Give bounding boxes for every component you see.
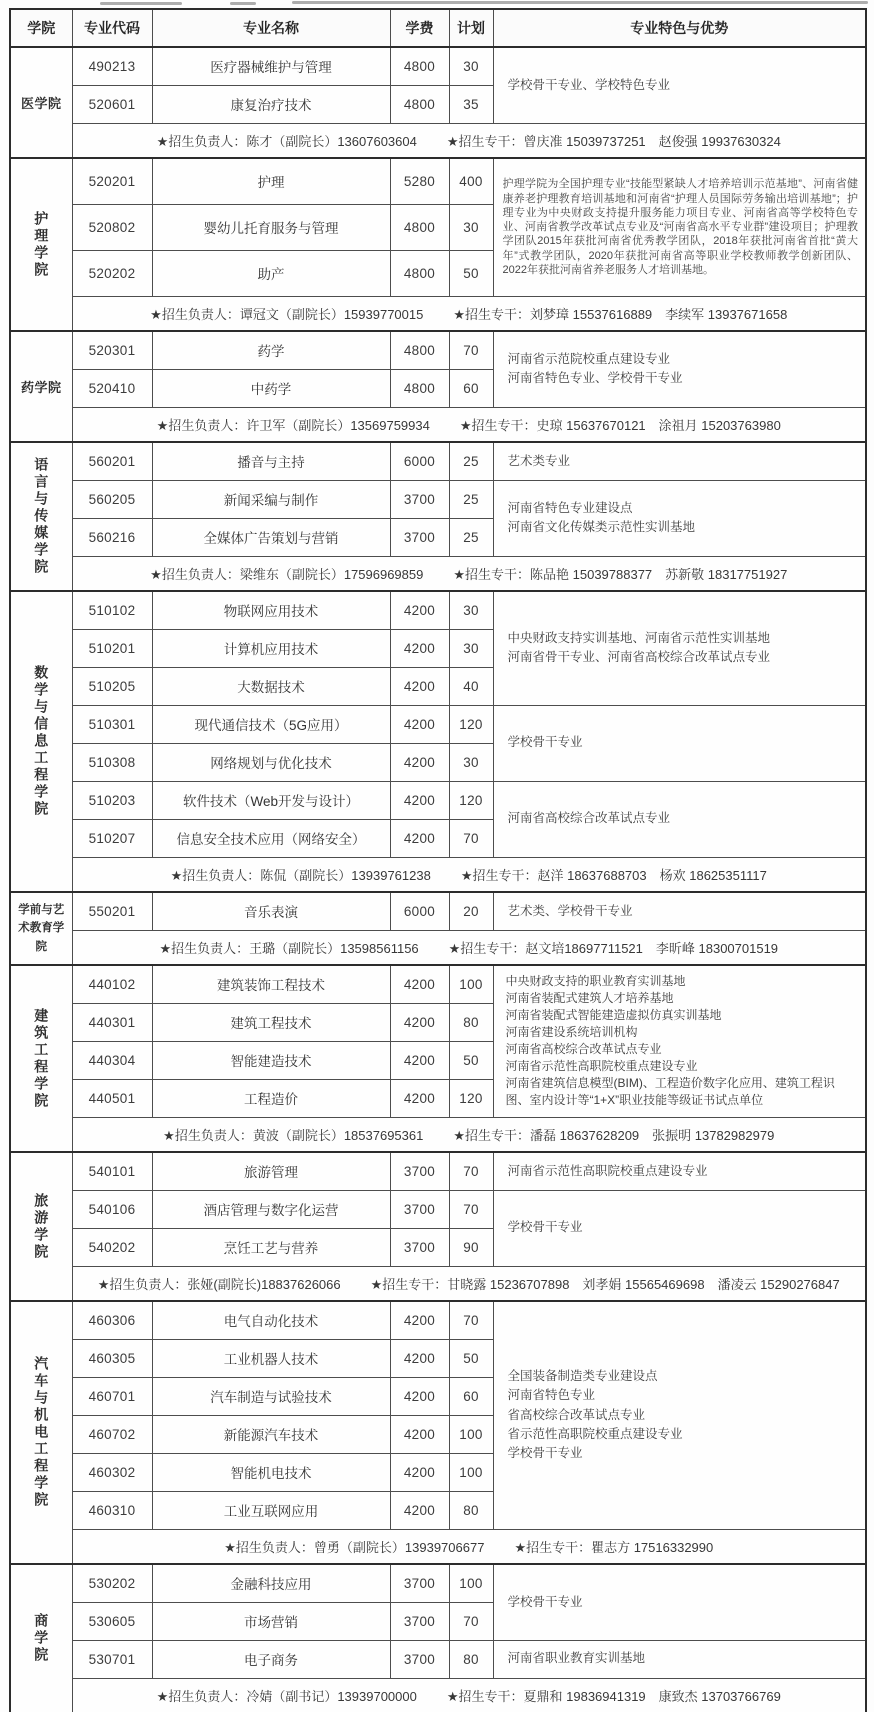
features-cell	[493, 47, 866, 123]
program-code-cell: 510308	[72, 743, 152, 781]
contact-cell	[72, 407, 866, 442]
plan-cell: 25	[449, 480, 493, 518]
plan-cell: 35	[449, 85, 493, 123]
program-code-cell: 440501	[72, 1079, 152, 1117]
tuition-cell: 3700	[390, 480, 449, 518]
program-name-cell: 智能机电技术	[152, 1453, 390, 1491]
contact-lead: ★招生负责人：梁维东（副院长）17596969859	[150, 566, 424, 582]
plan-cell: 80	[449, 1640, 493, 1678]
feature-line: 省示范性高职院校重点建设专业	[507, 1426, 683, 1441]
scan-artifact	[292, 1, 868, 4]
plan-cell: 70	[449, 819, 493, 857]
tuition-cell: 3700	[390, 1640, 449, 1678]
contact-cell	[72, 556, 866, 591]
tuition-cell: 4800	[390, 331, 449, 369]
plan-cell: 25	[449, 518, 493, 556]
college-name-cell	[10, 892, 72, 965]
contact-row	[10, 1266, 866, 1301]
contact-lead: ★招生负责人：许卫军（副院长）13569759934	[156, 417, 430, 433]
contact-row	[10, 407, 866, 442]
program-name-cell: 中药学	[152, 369, 390, 407]
tuition-cell: 4200	[390, 819, 449, 857]
program-name-cell: 建筑装饰工程技术	[152, 965, 390, 1003]
features-cell	[493, 1564, 866, 1640]
column-header: 专业名称	[152, 9, 390, 47]
feature-line: 河南省高校综合改革试点专业	[505, 1042, 662, 1057]
scan-artifact	[100, 2, 182, 5]
college-name: 护理学院	[33, 210, 50, 279]
program-code-cell: 520601	[72, 85, 152, 123]
feature-line: 省高校综合改革试点专业	[507, 1407, 646, 1422]
feature-line: 河南省建设系统培训机构	[505, 1025, 638, 1040]
program-code-cell: 510205	[72, 667, 152, 705]
program-name-cell: 药学	[152, 331, 390, 369]
tuition-cell: 4800	[390, 250, 449, 296]
feature-line: 艺术类专业	[507, 453, 571, 468]
scan-artifact	[230, 2, 256, 5]
program-code-cell: 520202	[72, 250, 152, 296]
college-name: 医学院	[20, 96, 62, 111]
contact-lead: ★招生负责人：陈侃（副院长）13939761238	[170, 867, 431, 883]
program-code-cell: 460310	[72, 1491, 152, 1529]
program-code-cell: 490213	[72, 47, 152, 85]
plan-cell: 50	[449, 1041, 493, 1079]
plan-cell: 90	[449, 1228, 493, 1266]
program-code-cell: 510203	[72, 781, 152, 819]
contact-staff: ★招生专干：瞿志方 17516332990	[514, 1539, 714, 1555]
program-code-cell: 520410	[72, 369, 152, 407]
program-name-cell: 工业互联网应用	[152, 1491, 390, 1529]
program-row	[10, 705, 866, 743]
program-code-cell: 460302	[72, 1453, 152, 1491]
feature-line: 中央财政支持的职业教育实训基地	[505, 974, 686, 989]
college-name-cell	[10, 47, 72, 158]
tuition-cell: 4200	[390, 1003, 449, 1041]
tuition-cell: 4200	[390, 1415, 449, 1453]
plan-cell: 60	[449, 369, 493, 407]
feature-line: 河南省骨干专业、河南省高校综合改革试点专业	[507, 650, 771, 665]
college-name: 数学与信息工程学院	[33, 665, 50, 818]
program-row	[10, 781, 866, 819]
tuition-cell: 4200	[390, 629, 449, 667]
plan-cell: 30	[449, 629, 493, 667]
program-row	[10, 47, 866, 85]
program-name-cell: 网络规划与优化技术	[152, 743, 390, 781]
program-code-cell: 440301	[72, 1003, 152, 1041]
features-cell	[493, 591, 866, 705]
college-name-cell	[10, 591, 72, 892]
program-name-cell: 汽车制造与试验技术	[152, 1377, 390, 1415]
program-row	[10, 1190, 866, 1228]
program-code-cell: 510102	[72, 591, 152, 629]
program-name-cell: 护理	[152, 158, 390, 204]
plan-cell: 25	[449, 442, 493, 480]
tuition-cell: 4200	[390, 1301, 449, 1339]
plan-cell: 50	[449, 1339, 493, 1377]
feature-line: 学校骨干专业	[507, 1594, 583, 1609]
contact-cell	[72, 857, 866, 892]
program-code-cell: 530605	[72, 1602, 152, 1640]
feature-line: 河南省示范性高职院校重点建设专业	[505, 1059, 698, 1074]
program-code-cell: 530701	[72, 1640, 152, 1678]
contact-staff: ★招生专干：甘晓露 15236707898 刘孝娟 15565469698 潘凌云 15290276847	[370, 1276, 840, 1292]
college-name-cell	[10, 331, 72, 442]
contact-row	[10, 930, 866, 965]
program-name-cell: 工程造价	[152, 1079, 390, 1117]
feature-line: 河南省示范院校重点建设专业	[507, 351, 671, 366]
column-header: 专业代码	[72, 9, 152, 47]
college-name-cell	[10, 1152, 72, 1301]
features-cell	[493, 480, 866, 556]
table-header	[10, 9, 866, 47]
tuition-cell: 4200	[390, 705, 449, 743]
program-row	[10, 591, 866, 629]
tuition-cell: 6000	[390, 892, 449, 930]
program-row	[10, 480, 866, 518]
program-name-cell: 新能源汽车技术	[152, 1415, 390, 1453]
program-code-cell: 560205	[72, 480, 152, 518]
plan-cell: 70	[449, 1301, 493, 1339]
tuition-cell: 4200	[390, 743, 449, 781]
program-name-cell: 物联网应用技术	[152, 591, 390, 629]
contact-lead: ★招生负责人：张娅(副院长)18837626066	[97, 1276, 341, 1292]
program-name-cell: 婴幼儿托育服务与管理	[152, 204, 390, 250]
tuition-cell: 4200	[390, 591, 449, 629]
program-row	[10, 158, 866, 204]
program-name-cell: 全媒体广告策划与营销	[152, 518, 390, 556]
column-header: 计划	[449, 9, 493, 47]
feature-line: 艺术类、学校骨干专业	[507, 903, 633, 918]
features-cell	[493, 442, 866, 480]
plan-cell: 80	[449, 1003, 493, 1041]
contact-staff: ★招生专干：陈品艳 15039788377 苏新敬 18317751927	[453, 566, 788, 582]
plan-cell: 120	[449, 1079, 493, 1117]
admissions-table	[9, 8, 867, 1712]
contact-staff: ★招生专干：曾庆准 15039737251 赵俊强 19937630324	[446, 133, 781, 149]
program-name-cell: 软件技术（Web开发与设计）	[152, 781, 390, 819]
features-cell	[493, 965, 866, 1117]
plan-cell: 70	[449, 1152, 493, 1190]
tuition-cell: 3700	[390, 1602, 449, 1640]
contact-lead: ★招生负责人：曾勇（副院长）13939706677	[224, 1539, 485, 1555]
contact-cell	[72, 296, 866, 331]
plan-cell: 100	[449, 1564, 493, 1602]
program-code-cell: 540202	[72, 1228, 152, 1266]
program-code-cell: 530202	[72, 1564, 152, 1602]
plan-cell: 120	[449, 781, 493, 819]
feature-line: 河南省特色专业	[507, 1388, 596, 1403]
contact-cell	[72, 123, 866, 158]
features-cell	[493, 1301, 866, 1529]
contact-cell	[72, 930, 866, 965]
program-name-cell: 助产	[152, 250, 390, 296]
plan-cell: 30	[449, 743, 493, 781]
contact-cell	[72, 1678, 866, 1712]
tuition-cell: 4200	[390, 1453, 449, 1491]
college-name-cell	[10, 442, 72, 591]
features-cell	[493, 331, 866, 407]
program-code-cell: 510207	[72, 819, 152, 857]
feature-line: 学校骨干专业	[507, 1446, 583, 1461]
program-name-cell: 音乐表演	[152, 892, 390, 930]
plan-cell: 20	[449, 892, 493, 930]
plan-cell: 30	[449, 591, 493, 629]
program-code-cell: 520301	[72, 331, 152, 369]
contact-cell	[72, 1529, 866, 1564]
tuition-cell: 4200	[390, 1079, 449, 1117]
tuition-cell: 3700	[390, 1228, 449, 1266]
plan-cell: 80	[449, 1491, 493, 1529]
college-name-cell	[10, 965, 72, 1152]
feature-line: 河南省高校综合改革试点专业	[507, 811, 671, 826]
feature-line: 全国装备制造类专业建设点	[507, 1368, 658, 1383]
program-name-cell: 信息安全技术应用（网络安全）	[152, 819, 390, 857]
program-row	[10, 1564, 866, 1602]
plan-cell: 70	[449, 331, 493, 369]
program-row	[10, 442, 866, 480]
college-name: 旅游学院	[33, 1192, 50, 1261]
features-cell	[493, 1640, 866, 1678]
tuition-cell: 4200	[390, 1339, 449, 1377]
tuition-cell: 4200	[390, 781, 449, 819]
program-name-cell: 智能建造技术	[152, 1041, 390, 1079]
program-code-cell: 440304	[72, 1041, 152, 1079]
plan-cell: 40	[449, 667, 493, 705]
program-name-cell: 医疗器械维护与管理	[152, 47, 390, 85]
program-code-cell: 540101	[72, 1152, 152, 1190]
tuition-cell: 4200	[390, 1491, 449, 1529]
feature-line: 河南省装配式建筑人才培养基地	[505, 991, 674, 1006]
college-name: 建筑工程学院	[33, 1007, 50, 1110]
college-name: 药学院	[20, 380, 62, 395]
feature-line: 河南省职业教育实训基地	[507, 1651, 646, 1666]
program-code-cell: 550201	[72, 892, 152, 930]
contact-row	[10, 296, 866, 331]
features-cell	[493, 705, 866, 781]
program-code-cell: 540106	[72, 1190, 152, 1228]
plan-cell: 70	[449, 1190, 493, 1228]
college-name: 商学院	[33, 1613, 50, 1664]
feature-line: 河南省建筑信息模型(BIM)、工程造价数字化应用、建筑工程识图、室内设计等“1+X”职业技能等级证书试点单位	[505, 1076, 835, 1108]
contact-cell	[72, 1117, 866, 1152]
tuition-cell: 6000	[390, 442, 449, 480]
program-row	[10, 1301, 866, 1339]
program-name-cell: 计算机应用技术	[152, 629, 390, 667]
program-code-cell: 520802	[72, 204, 152, 250]
college-name-cell	[10, 1301, 72, 1564]
program-name-cell: 工业机器人技术	[152, 1339, 390, 1377]
contact-staff: ★招生专干：赵文培18697711521 李昕峰 18300701519	[448, 940, 779, 956]
contact-lead: ★招生负责人：黄波（副院长）18537695361	[163, 1127, 424, 1143]
feature-line: 河南省文化传媒类示范性实训基地	[507, 520, 696, 534]
plan-cell: 30	[449, 47, 493, 85]
tuition-cell: 3700	[390, 518, 449, 556]
feature-line: 河南省特色专业建设点	[507, 500, 633, 515]
contact-staff: ★招生专干：史琼 15637670121 涂祖月 15203763980	[459, 417, 781, 433]
tuition-cell: 3700	[390, 1564, 449, 1602]
program-code-cell: 460701	[72, 1377, 152, 1415]
plan-cell: 400	[449, 158, 493, 204]
contact-row	[10, 556, 866, 591]
contact-staff: ★招生专干：刘梦璋 15537616889 李续军 13937671658	[453, 306, 788, 322]
program-code-cell: 460305	[72, 1339, 152, 1377]
program-name-cell: 播音与主持	[152, 442, 390, 480]
feature-line: 河南省装配式智能建造虚拟仿真实训基地	[505, 1008, 722, 1023]
features-cell	[493, 158, 866, 296]
column-header: 专业特色与优势	[493, 9, 866, 47]
contact-lead: ★招生负责人：谭冠文（副院长）15939770015	[150, 306, 424, 322]
contact-staff: ★招生专干：赵洋 18637688703 杨欢 18625351117	[460, 867, 767, 883]
contact-lead: ★招生负责人：陈才（副院长）13607603604	[156, 133, 417, 149]
program-code-cell: 510201	[72, 629, 152, 667]
college-name: 汽车与机电工程学院	[33, 1356, 50, 1509]
contact-row	[10, 857, 866, 892]
plan-cell: 70	[449, 1602, 493, 1640]
program-code-cell: 560216	[72, 518, 152, 556]
tuition-cell: 4800	[390, 204, 449, 250]
program-code-cell: 510301	[72, 705, 152, 743]
program-code-cell: 560201	[72, 442, 152, 480]
program-row	[10, 331, 866, 369]
program-name-cell: 大数据技术	[152, 667, 390, 705]
contact-staff: ★招生专干：潘磊 18637628209 张振明 13782982979	[453, 1127, 775, 1143]
column-header: 学费	[390, 9, 449, 47]
tuition-cell: 3700	[390, 1190, 449, 1228]
plan-cell: 100	[449, 1415, 493, 1453]
program-name-cell: 电气自动化技术	[152, 1301, 390, 1339]
program-code-cell: 460306	[72, 1301, 152, 1339]
program-name-cell: 康复治疗技术	[152, 85, 390, 123]
contact-cell	[72, 1266, 866, 1301]
college-name-cell	[10, 1564, 72, 1712]
plan-cell: 100	[449, 1453, 493, 1491]
features-cell	[493, 1152, 866, 1190]
feature-line: 中央财政支持实训基地、河南省示范性实训基地	[507, 630, 771, 645]
program-row	[10, 1640, 866, 1678]
tuition-cell: 4800	[390, 47, 449, 85]
plan-cell: 60	[449, 1377, 493, 1415]
feature-line: 学校骨干专业	[507, 735, 583, 750]
program-name-cell: 酒店管理与数字化运营	[152, 1190, 390, 1228]
feature-line: 学校骨干专业、学校特色专业	[507, 77, 671, 92]
tuition-cell: 4800	[390, 369, 449, 407]
program-name-cell: 建筑工程技术	[152, 1003, 390, 1041]
program-code-cell: 460702	[72, 1415, 152, 1453]
contact-row	[10, 1678, 866, 1712]
program-name-cell: 电子商务	[152, 1640, 390, 1678]
program-row	[10, 1152, 866, 1190]
contact-row	[10, 1529, 866, 1564]
program-name-cell: 烹饪工艺与营养	[152, 1228, 390, 1266]
contact-lead: ★招生负责人：冷婧（副书记）13939700000	[156, 1688, 417, 1704]
features-cell	[493, 781, 866, 857]
program-name-cell: 新闻采编与制作	[152, 480, 390, 518]
plan-cell: 100	[449, 965, 493, 1003]
contact-row	[10, 1117, 866, 1152]
tuition-cell: 5280	[390, 158, 449, 204]
program-row	[10, 892, 866, 930]
tuition-cell: 4200	[390, 1377, 449, 1415]
feature-line: 河南省特色专业、学校骨干专业	[507, 371, 683, 386]
program-name-cell: 现代通信技术（5G应用）	[152, 705, 390, 743]
tuition-cell: 4200	[390, 965, 449, 1003]
features-cell	[493, 1190, 866, 1266]
program-name-cell: 旅游管理	[152, 1152, 390, 1190]
tuition-cell: 4200	[390, 1041, 449, 1079]
program-code-cell: 520201	[72, 158, 152, 204]
tuition-cell: 4200	[390, 667, 449, 705]
feature-line: 河南省示范性高职院校重点建设专业	[507, 1163, 708, 1178]
tuition-cell: 4800	[390, 85, 449, 123]
feature-line: 护理学院为全国护理专业“技能型紧缺人才培养培训示范基地”、河南省健康养老护理教育培训基地和河南省“护理人员国际劳务输出培训基地”；护理专业为中央财政支持提升服务能力项目专业、河南省高等学校特色专业、河南省教学改革试点专业及“河南省高水平专业群”建设项目；护理教学团队2015年获批河南省优秀教学团队，2018年获批河南省首批“黄大年”式教学团队，2020年获批河南省高等职业学校教师教学创新团队、2022年获批河南省养老服务人才培训基地。	[502, 178, 858, 276]
college-name: 语言与传媒学院	[33, 457, 50, 576]
college-name-cell	[10, 158, 72, 331]
contact-lead: ★招生负责人：王璐（副院长）13598561156	[159, 940, 419, 956]
tuition-cell: 3700	[390, 1152, 449, 1190]
feature-line: 学校骨干专业	[507, 1220, 583, 1235]
program-name-cell: 市场营销	[152, 1602, 390, 1640]
college-name: 学前与艺术教育学院	[18, 903, 65, 953]
program-row	[10, 965, 866, 1003]
plan-cell: 30	[449, 204, 493, 250]
features-cell	[493, 892, 866, 930]
contact-row	[10, 123, 866, 158]
plan-cell: 120	[449, 705, 493, 743]
program-name-cell: 金融科技应用	[152, 1564, 390, 1602]
plan-cell: 50	[449, 250, 493, 296]
column-header: 学院	[10, 9, 72, 47]
program-code-cell: 440102	[72, 965, 152, 1003]
contact-staff: ★招生专干：夏鼎和 19836941319 康致杰 13703766769	[446, 1688, 781, 1704]
